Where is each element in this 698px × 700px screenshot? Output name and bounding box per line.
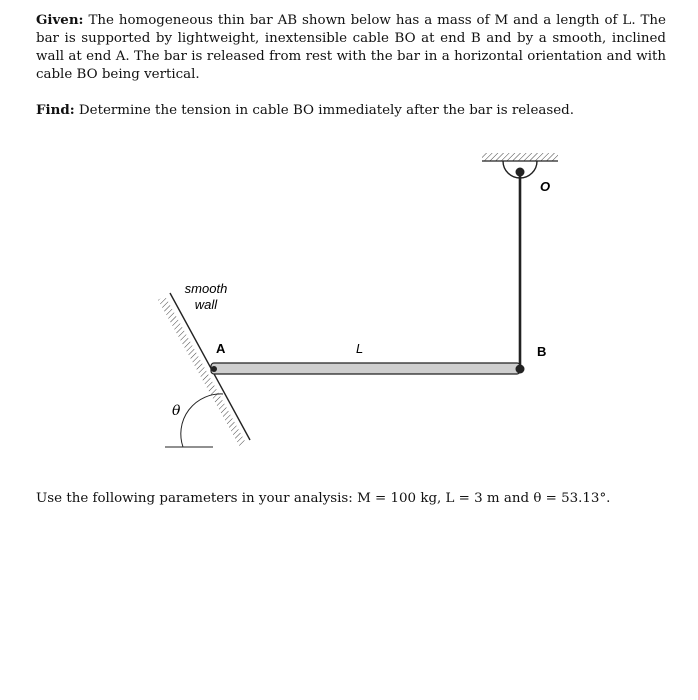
- angle-theta-indicator: [165, 394, 223, 447]
- end-a-dot: [211, 366, 217, 372]
- parameters-paragraph: Use the following parameters in your analysis: M = 100 kg, L = 3 m and θ = 53.13°.: [36, 491, 611, 506]
- wall-label-line1: smooth: [184, 281, 228, 296]
- label-theta: θ: [172, 403, 181, 419]
- given-text: The homogeneous thin bar AB shown below has a mass of M and a length of L. The bar is supported by lightweight, inextensible cable BO at end B and by a smooth, inclined wall at end A. The bar is released from rest with the bar in a horizontal orientation and with cable BO being vertical.: [36, 13, 666, 82]
- end-b-dot: [516, 365, 525, 374]
- label-a: A: [216, 341, 226, 356]
- find-text: Determine the tension in cable BO immediately after the bar is released.: [78, 103, 574, 118]
- label-b: B: [537, 344, 547, 359]
- label-o: O: [540, 179, 551, 194]
- bar-ab: [211, 363, 520, 374]
- find-label: Find:: [36, 102, 75, 118]
- wall-label-line2: wall: [194, 297, 218, 312]
- label-l: L: [356, 341, 364, 356]
- given-label: Given:: [36, 12, 84, 28]
